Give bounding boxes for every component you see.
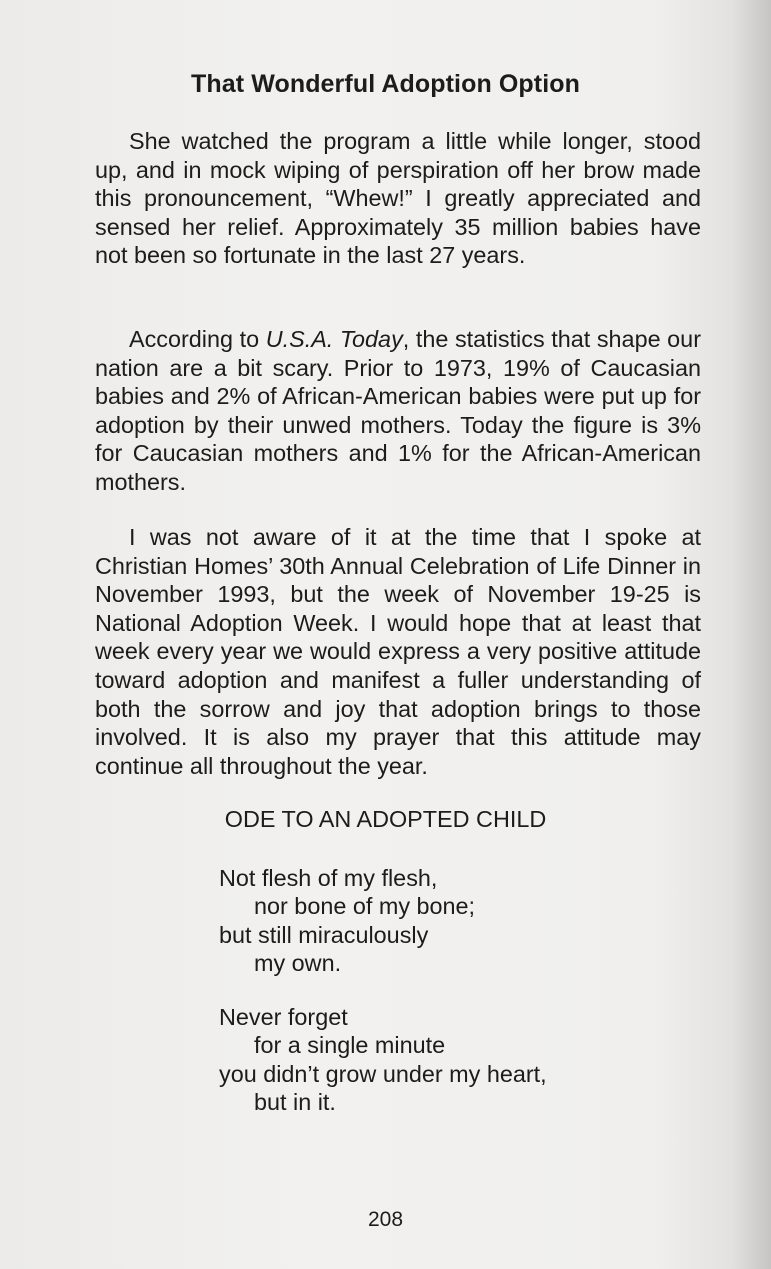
poem-title: ODE TO AN ADOPTED CHILD xyxy=(224,806,547,832)
paragraph-2 xyxy=(95,325,701,497)
poem-line: Never forget xyxy=(219,1004,348,1030)
poem-line: my own. xyxy=(254,950,342,976)
paragraph-3 xyxy=(95,523,701,780)
page-edge-shadow xyxy=(731,0,771,1269)
poem-line: for a single minute xyxy=(254,1032,446,1058)
poem-line: but in it. xyxy=(254,1089,336,1115)
paragraph-2-text: , the statistics that shape our nation are a bit scary. Prior to 1973, 19% of Caucasian babies and 2% of African-American babies were put up for adoption by their unwed mothers. Today the figure is 3% for Caucasian mothers and 1% for the African-American mothers. xyxy=(95,326,701,495)
poem-line: Not flesh of my flesh, xyxy=(219,865,438,891)
paragraph-1-text: She watched the program a little while longer, stood up, and in mock wiping of perspiration off her brow made this pronouncement, “Whew!” I greatly appreciated and sensed her relief. Approximately 35 million babies have not been so fortunate in the last 27 years. xyxy=(95,128,701,269)
paragraph-3-text: I was not aware of it at the time that I spoke at Christian Homes’ 30th Annual Celebration of Life Dinner in November 1993, but the week of November 19-25 is National Adoption Week. I would hope that at least that week every year we would express a very positive attitude toward adoption and manifest a fuller understanding of both the sorrow and joy that adoption brings to those involved. It is also my prayer that this attitude may continue all throughout the year. xyxy=(95,524,701,779)
source-citation: U.S.A. Today xyxy=(265,326,403,352)
chapter-title: That Wonderful Adoption Option xyxy=(190,70,581,98)
page-number: 208 xyxy=(367,1208,404,1231)
poem-line: you didn’t grow under my heart, xyxy=(219,1061,547,1087)
poem-line: nor bone of my bone; xyxy=(254,893,476,919)
poem-line: but still miraculously xyxy=(219,922,429,948)
paragraph-2-lead: According to xyxy=(129,326,266,352)
paragraph-1 xyxy=(95,127,701,270)
